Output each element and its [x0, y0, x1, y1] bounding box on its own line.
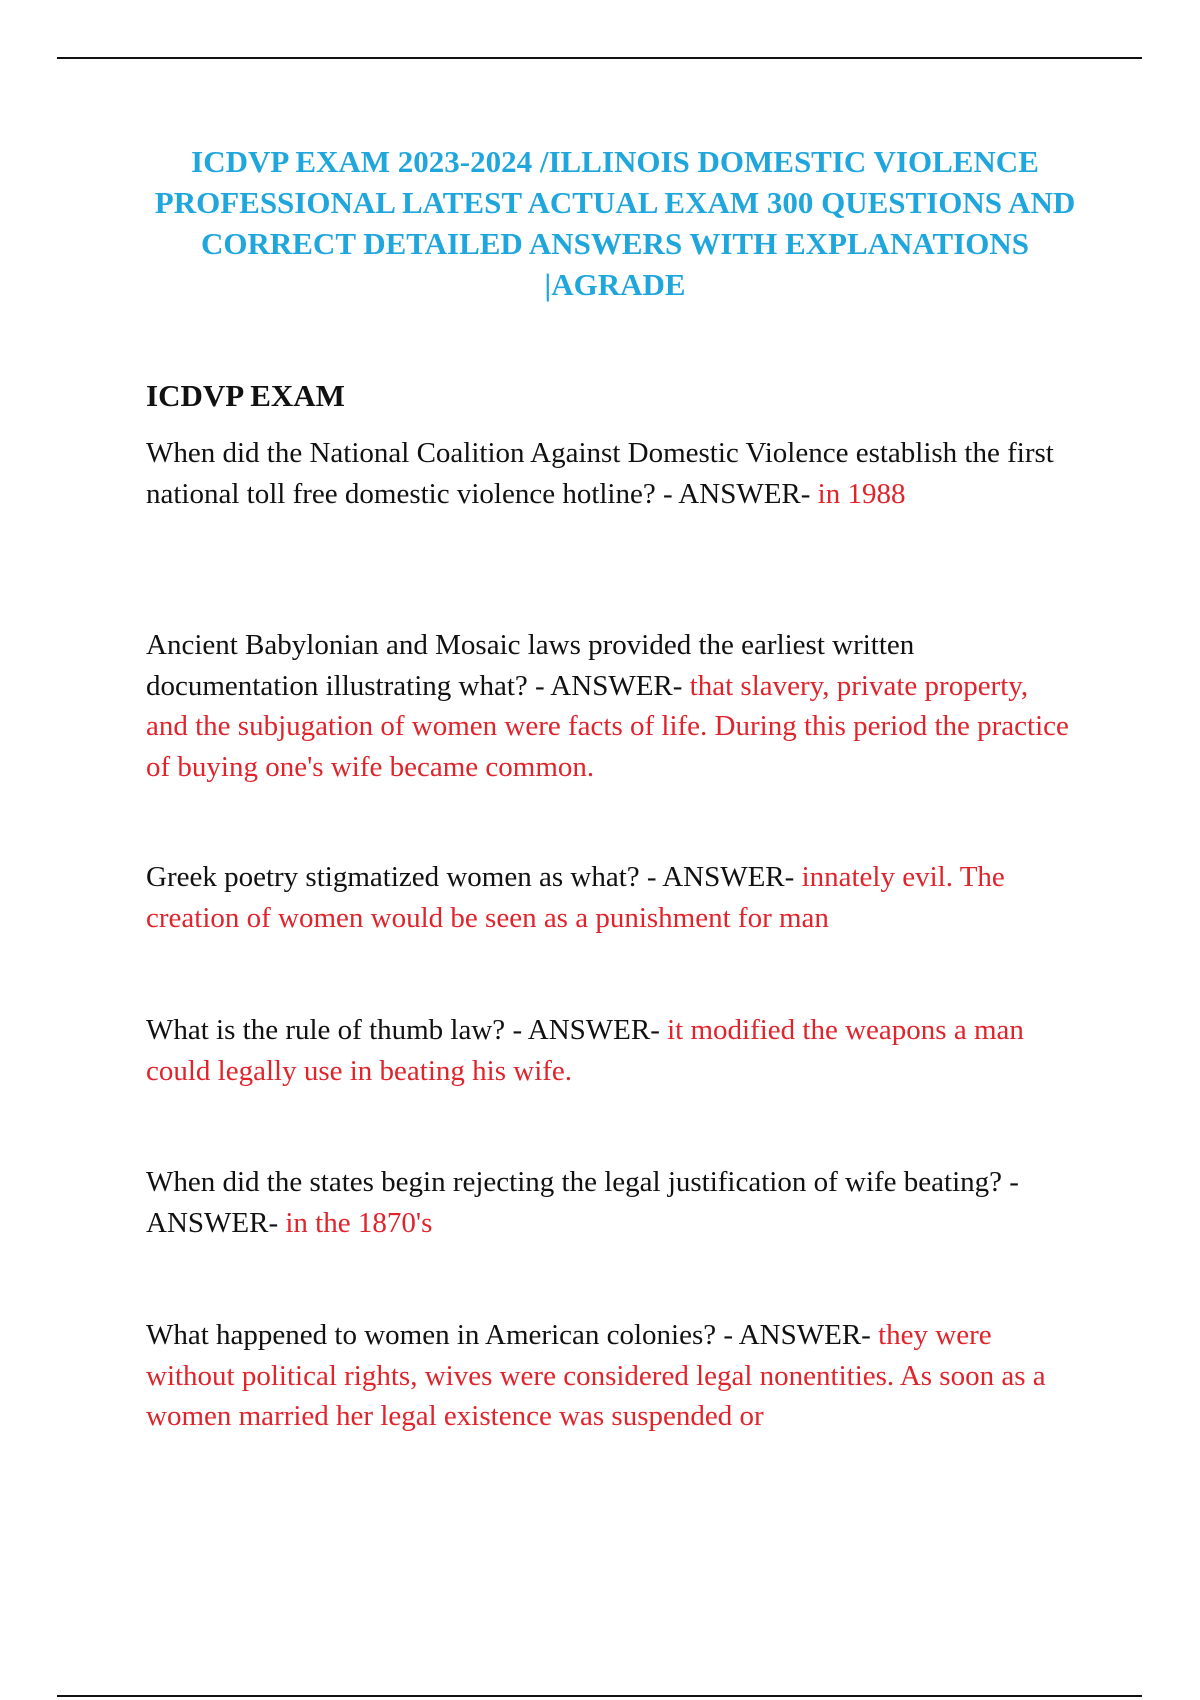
answer-marker: - ANSWER- — [663, 477, 811, 510]
answer-marker: - ANSWER- — [535, 669, 683, 702]
qa-item — [146, 857, 1076, 938]
section-heading: ICDVP EXAM — [146, 378, 345, 413]
bottom-divider — [57, 1695, 1142, 1697]
qa-item — [146, 625, 1076, 787]
answer-text: they were without political rights, wives were considered legal nonentities. As soon as a women married her legal existence was suspended or — [146, 1319, 1046, 1432]
answer-text: in 1988 — [817, 477, 906, 510]
answer-text: in the 1870's — [285, 1206, 433, 1239]
top-divider — [57, 57, 1142, 59]
qa-item — [146, 1315, 1076, 1437]
answer-marker: - ANSWER- — [512, 1014, 660, 1046]
answer-text: that slavery, private property, and the subjugation of women were facts of life. During this period the practice of buying one's wife became common. — [146, 669, 1069, 783]
answer-text: it modified the weapons a man could legally use in beating his wife. — [146, 1014, 1024, 1087]
answer-text: innately evil. The creation of women would be seen as a punishment for man — [146, 861, 1005, 934]
document-title: ICDVP EXAM 2023-2024 /ILLINOIS DOMESTIC VIOLENCE PROFESSIONAL LATEST ACTUAL EXAM 300 QUESTIONS AND CORRECT DETAILED ANSWERS WITH EXPLANATIONS |AGRADE — [154, 144, 1076, 302]
question-text: When did the National Coalition Against Domestic Violence establish the first national toll free domestic violence hotline? — [146, 437, 1054, 510]
qa-item — [146, 1010, 1076, 1091]
qa-item — [146, 1162, 1076, 1243]
answer-marker: - ANSWER- — [723, 1319, 871, 1351]
question-text: What happened to women in American colonies? — [146, 1319, 717, 1351]
qa-item — [146, 433, 1076, 514]
question-text: Ancient Babylonian and Mosaic laws provided the earliest written documentation illustrating what? — [146, 629, 915, 702]
answer-marker: - ANSWER- — [146, 1166, 1019, 1239]
question-text: When did the states begin rejecting the legal justification of wife beating? — [146, 1166, 1003, 1198]
answer-marker: - ANSWER- — [646, 861, 795, 893]
question-text: Greek poetry stigmatized women as what? — [146, 861, 640, 893]
question-text: What is the rule of thumb law? — [146, 1014, 506, 1046]
